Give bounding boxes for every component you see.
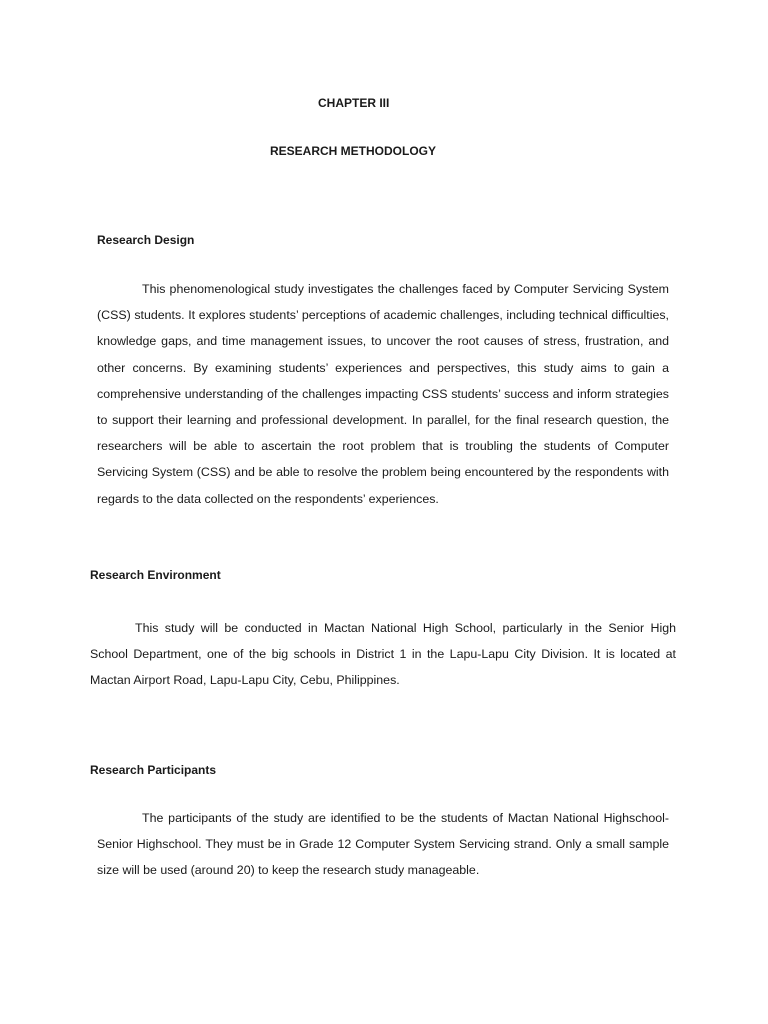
research-design-heading: Research Design	[97, 233, 195, 247]
chapter-title: CHAPTER III	[318, 96, 390, 110]
research-environment-paragraph: This study will be conducted in Mactan National High School, particularly in the Senior High School Department, one of the big schools in District 1 in the Lapu-Lapu City Division. It is located at Mactan Airport Road, Lapu-Lapu City, Cebu, Philippines.	[90, 621, 676, 688]
section-title: RESEARCH METHODOLOGY	[270, 144, 437, 158]
research-participants-paragraph: The participants of the study are identified to be the students of Mactan National Highschool-Senior Highschool. They must be in Grade 12 Computer System Servicing strand. Only a small sample size will be used (around 20) to keep the research study manageable.	[97, 811, 669, 878]
research-environment-heading: Research Environment	[90, 568, 221, 582]
research-participants-heading: Research Participants	[90, 763, 217, 777]
research-design-paragraph: This phenomenological study investigates the challenges faced by Computer Servicing System (CSS) students. It explores students’ perceptions of academic challenges, including technical difficulties, knowledge gaps, and time management issues, to uncover the root causes of stress, frustration, and other concerns. By examining students’ experiences and perspectives, this study aims to gain a comprehensive understanding of the challenges impacting CSS students’ success and inform strategies to support their learning and professional development. In parallel, for the final research question, the researchers will be able to ascertain the root problem that is troubling the students of Computer Servicing System (CSS) and be able to resolve the problem being encountered by the respondents with regards to the data collected on the respondents’ experiences.	[97, 282, 669, 506]
